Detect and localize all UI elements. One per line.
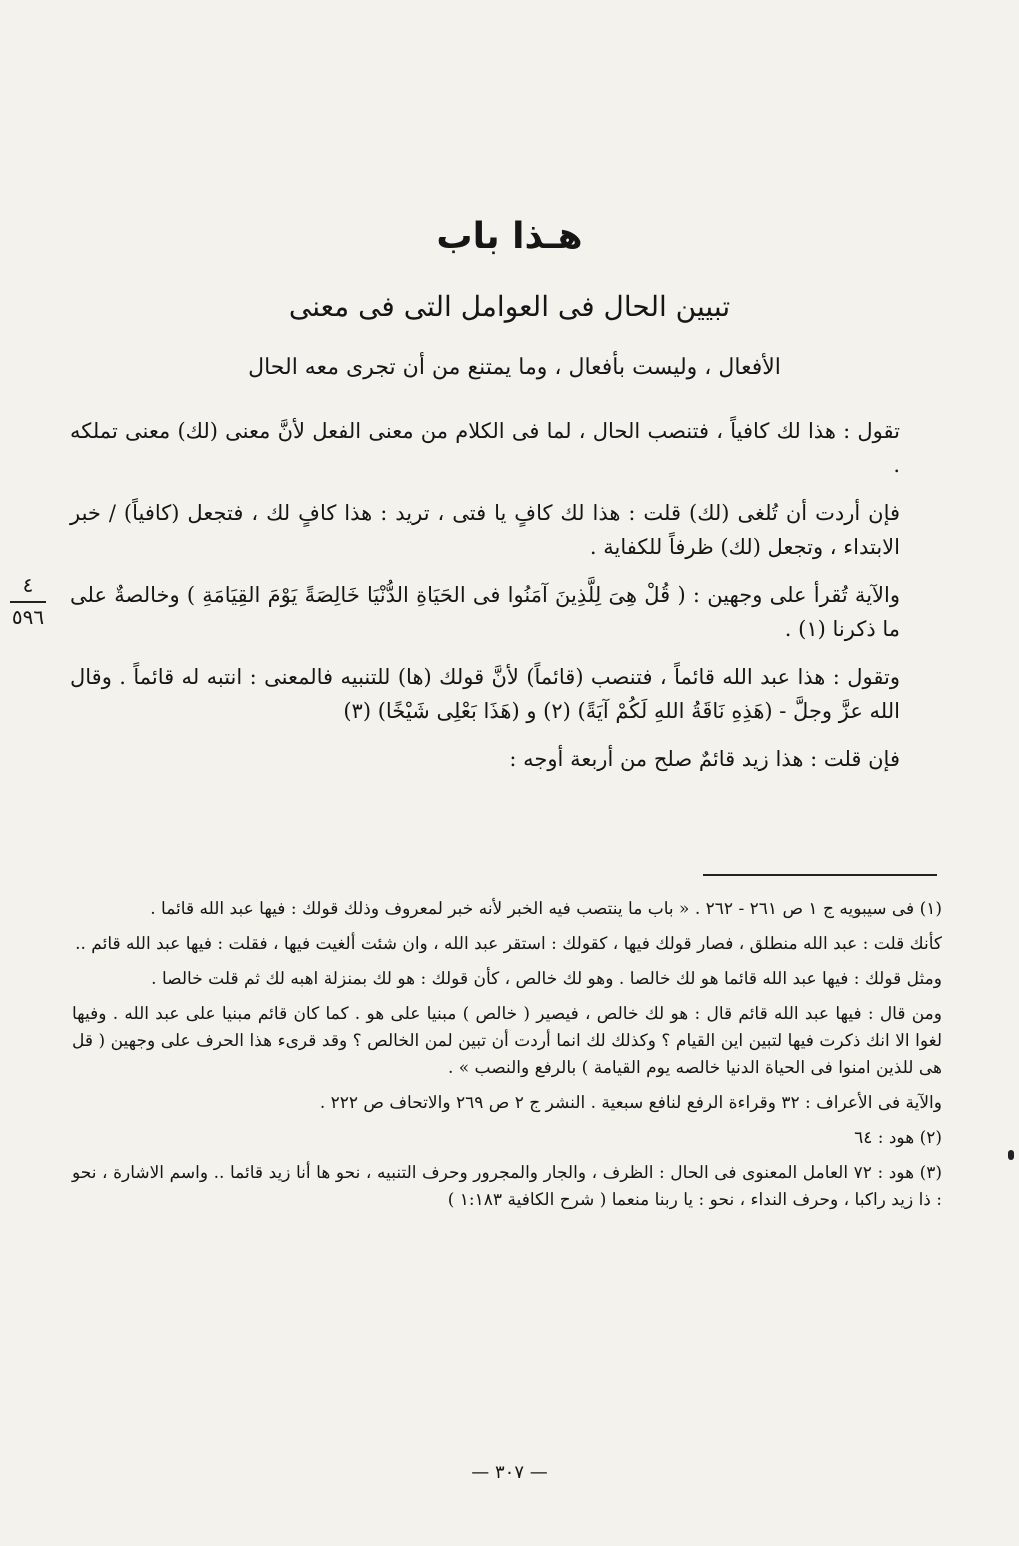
chapter-heading: هـذا باب [436,216,583,257]
chapter-subtitle-line2: الأفعال ، وليست بأفعال ، وما يمتنع من أن تجرى معه الحال [248,355,781,380]
footnote: (٣) هود : ٧٢ العامل المعنوى فى الحال : الظرف ، والجار والمجرور وحرف التنبيه ، نحو ها أنا زيد قائما .. واسم الاشارة ، نحو : ذا زيد راكبا ، وحرف النداء ، نحو : يا ربنا منعما ( شرح الكافية ١:١٨٣ ) [72,1163,942,1210]
page-number: — ٣٠٧ — [471,1462,548,1483]
footnote: كأنك قلت : عبد الله منطلق ، فصار قولك فيها ، كقولك : استقر عبد الله ، وان شئت ألغيت فيها ، فقلت : فيها عبد الله قائم .. [75,934,942,954]
footnote: (١) فى سيبويه ج ١ ص ٢٦١ - ٢٦٢ . « باب ما ينتصب فيه الخبر لأنه خبر لمعروف وذلك قولك : فيها عبد الله قائما . [150,899,942,919]
footnotes [72,896,942,1222]
margin-reference [4,573,52,631]
main-paragraph: فإن أردت أن تُلغى (لك) قلت : هذا لك كافٍ يا فتى ، تريد : هذا كافٍ لك ، فتجعل (كافياً) / خبر الابتداء ، وتجعل (لك) ظرفاً للكفاية . [70,501,900,559]
margin-reference-bottom: ٥٩٦ [11,605,45,629]
footnote: (٢) هود : ٦٤ [854,1128,942,1148]
ink-mark [1008,1150,1014,1160]
margin-reference-top: ٤ [22,573,34,597]
footnote-divider [703,874,937,876]
main-paragraph: والآية تُقرأ على وجهين : ( قُلْ هِىَ لِلَّذِينَ آمَنُوا فى الحَيَاةِ الدُّنْيَا خَالِصَةً يَوْمَ القِيَامَةِ ) وخالصةٌ على ما ذكرنا (١) . [70,583,900,641]
footnote: ومن قال : فيها عبد الله قائم قال : هو لك خالص ، فيصير ( خالص ) مبنيا على هو . كما كان قائم مبنيا على عبد الله . وفيها لغوا الا انك ذكرت فيها لتبين اين القيام ؟ وكذلك لك انما أردت أن تبين لمن الخالص ؟ وقد قرىء هذا الحرف على وجهين ( قل هى للذين امنوا فى الحياة الدنيا خالصه يوم القيامة ) بالرفع والنصب » . [72,1004,942,1078]
margin-reference-rule [10,601,46,603]
main-text [70,414,900,790]
chapter-subtitle-line1: تبيين الحال فى العوامل التى فى معنى [288,290,731,323]
main-paragraph: تقول : هذا لك كافياً ، فتنصب الحال ، لما فى الكلام من معنى الفعل لأنَّ معنى (لك) معنى تملكه . [70,419,900,477]
main-paragraph: فإن قلت : هذا زيد قائمٌ صلح من أربعة أوجه : [509,747,900,771]
footnote: والآية فى الأعراف : ٣٢ وقراءة الرفع لنافع سبعية . النشر ج ٢ ص ٢٦٩ والاتحاف ص ٢٢٢ . [319,1093,942,1113]
footnote: ومثل قولك : فيها عبد الله قائما هو لك خالصا . وهو لك خالص ، كأن قولك : هو لك بمنزلة اهبه لك ثم قلت خالصا . [151,969,942,989]
main-paragraph: وتقول : هذا عبد الله قائماً ، فتنصب (قائماً) لأنَّ قولك (ها) للتنبيه فالمعنى : انتبه له قائماً . وقال الله عزَّ وجلَّ - (هَذِهِ نَاقَةُ اللهِ لَكُمْ آيَةً) (٢) و (هَذَا بَعْلِى شَيْخًا) (٣) [70,665,900,723]
